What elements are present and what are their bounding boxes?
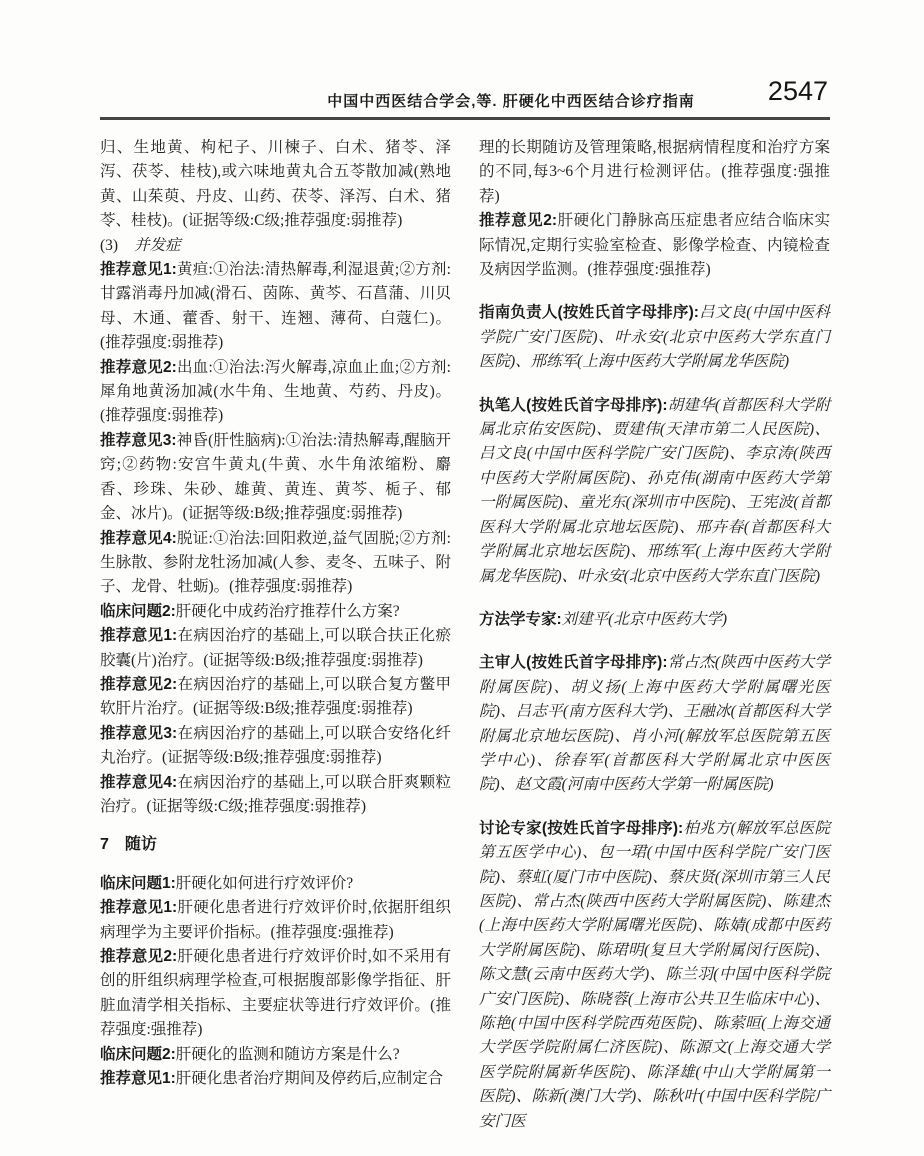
paragraph-lead-label: 指南负责人(按姓氏首字母排序): xyxy=(479,304,699,322)
paragraph-text: 归、生地黄、枸杞子、川楝子、白术、猪苓、泽泻、茯苓、桂枝),或六味地黄丸合五苓散加减(熟地黄、山茱萸、丹皮、山药、茯苓、泽泻、白术、猪苓、桂枝)。(证据等级:C级;推荐强度:弱推荐) xyxy=(100,139,451,230)
paragraph-text: 肝硬化门静脉高压症患者应结合临床实际情况,定期行实验室检查、影像学检查、内镜检查及病因学监测。(推荐强度:强推荐) xyxy=(479,212,830,279)
paragraph-text: 黄疸:①治法:清热解毒,利湿退黄;②方剂:甘露消毒丹加减(滑石、茵陈、黄芩、石菖蒲、川贝母、木通、藿香、射干、连翘、薄荷、白蔻仁)。(推荐强度:弱推荐) xyxy=(100,261,451,352)
sub-item-number: (3) xyxy=(100,236,119,254)
paragraph-text: 刘建平(北京中医药大学) xyxy=(561,610,727,628)
two-column-body xyxy=(100,136,830,1134)
paragraph-text: 肝硬化的监测和随访方案是什么? xyxy=(175,1045,400,1063)
paragraph xyxy=(479,817,830,1134)
paragraph-lead-label: 推荐意见4: xyxy=(100,529,177,547)
paragraph-lead-label: 推荐意见1: xyxy=(100,1070,176,1088)
paragraph xyxy=(479,301,830,374)
paragraph xyxy=(100,429,451,527)
right-column xyxy=(479,136,830,1134)
paragraph xyxy=(100,136,451,234)
paragraph-text: 柏兆方(解放军总医院第五医学中心)、包一珺(中国中医科学院广安门医院)、蔡虹(厦门市中医院)、蔡庆贤(深圳市第三人民医院)、常占杰(陕西中医药大学附属医院)、陈建杰(上海中医药大学附属曙光医院)、陈婧(成都中医药大学附属医院)、陈珺明(复旦大学附属闵行医院)、陈文慧(云南中医药大学)、陈兰羽(中国中医科学院广安门医院)、陈晓蓉(上海市公共卫生临床中心)、陈艳(中国中医科学院西苑医院)、陈萦晅(上海交通大学医学院附属仁济医院)、陈源文(上海交通大学医学院附属新华医院)、陈泽雄(中山大学附属第一医院)、陈新(澳门大学)、陈秋叶(中国中医科学院广安门医 xyxy=(479,819,830,1130)
sub-item-title: 并发症 xyxy=(134,236,181,254)
section-heading xyxy=(100,833,451,857)
paragraph-lead-label: 推荐意见2: xyxy=(479,212,558,230)
paragraph-text: 肝硬化如何进行疗效评价? xyxy=(175,874,354,892)
paragraph-lead-label: 推荐意见2: xyxy=(100,358,177,376)
paragraph xyxy=(479,394,830,589)
paragraph-lead-label: 推荐意见4: xyxy=(100,773,178,791)
paragraph xyxy=(100,896,451,945)
paragraph-text: 在病因治疗的基础上,可以联合复方鳖甲软肝片治疗。(证据等级:B级;推荐强度:弱推荐) xyxy=(100,675,451,718)
paragraph-lead-label: 执笔人(按姓氏首字母排序): xyxy=(479,396,668,414)
paragraph-text: 在病因治疗的基础上,可以联合安络化纤丸治疗。(证据等级:B级;推荐强度:弱推荐) xyxy=(100,724,451,767)
paragraph xyxy=(479,651,830,797)
paragraph-lead-label: 主审人(按姓氏首字母排序): xyxy=(479,654,668,672)
paragraph xyxy=(100,722,451,771)
paragraph-text: 常占杰(陕西中医药大学附属医院)、胡义扬(上海中医药大学附属曙光医院)、吕志平(南方医科大学)、王融冰(首都医科大学附属北京地坛医院)、肖小河(解放军总医院第五医学中心)、徐春军(首都医科大学附属北京中医医院)、赵文霞(河南中医药大学第一附属医院) xyxy=(479,654,830,794)
paragraph xyxy=(100,1067,451,1091)
paragraph-text: 肝硬化患者进行疗效评价时,依据肝组织病理学为主要评价指标。(推荐强度:强推荐) xyxy=(100,899,451,941)
section-title: 随访 xyxy=(124,836,157,854)
paragraph-lead-label: 临床问题1: xyxy=(100,874,176,892)
paragraph-text: 肝硬化患者治疗期间及停药后,应制定合 xyxy=(175,1070,444,1088)
paragraph-text: 胡建华(首都医科大学附属北京佑安医院)、贾建伟(天津市第二人民医院)、吕文良(中国中医科学院广安门医院)、李京涛(陕西中医药大学附属医院)、孙克伟(湖南中医药大学第一附属医院)、童光东(深圳市中医院)、王宪波(首都医科大学附属北京地坛医院)、邢卉春(首都医科大学附属北京地坛医院)、邢练军(上海中医药大学附属龙华医院)、叶永安(北京中医药大学东直门医院) xyxy=(479,396,830,585)
paragraph xyxy=(100,1043,451,1067)
paragraph xyxy=(479,209,830,282)
paragraph xyxy=(100,356,451,429)
paragraph xyxy=(100,945,451,1043)
paragraph-lead-label: 推荐意见3: xyxy=(100,431,177,449)
paragraph-text: 脱证:①治法:回阳救逆,益气固脱;②方剂:生脉散、参附龙牡汤加减(人参、麦冬、五味子、附子、龙骨、牡蛎)。(推荐强度:弱推荐) xyxy=(100,529,451,596)
paragraph-lead-label: 讨论专家(按姓氏首字母排序): xyxy=(479,819,684,837)
paragraph xyxy=(100,258,451,356)
paragraph-text: 在病因治疗的基础上,可以联合扶正化瘀胶囊(片)治疗。(证据等级:B级;推荐强度:弱推荐) xyxy=(100,627,451,669)
paragraph-text: 肝硬化患者进行疗效评价时,如不采用有创的肝组织病理学检查,可根据腹部影像学指征、肝脏血清学相关指标、主要症状等进行疗效评价。(推荐强度:强推荐) xyxy=(100,948,451,1039)
running-head: 中国中西医结合学会,等. 肝硬化中西医结合诊疗指南 xyxy=(327,93,695,110)
paragraph-text: 神昏(肝性脑病):①治法:清热解毒,醒脑开窍;②药物:安宫牛黄丸(牛黄、水牛角浓缩粉、麝香、珍珠、朱砂、雄黄、黄连、黄芩、栀子、郁金、冰片)。(证据等级:B级;推荐强度:弱推荐) xyxy=(100,431,451,523)
paragraph-lead-label: 方法学专家: xyxy=(479,610,562,628)
paragraph-lead-label: 推荐意见1: xyxy=(100,627,178,645)
paragraph-text: 出血:①治法:泻火解毒,凉血止血;②方剂:犀角地黄汤加减(水牛角、生地黄、芍药、丹皮)。(推荐强度:弱推荐) xyxy=(100,358,451,425)
paragraph-text: 理的长期随访及管理策略,根据病情程度和治疗方案的不同,每3~6个月进行检测评估。(推荐强度:强推荐) xyxy=(479,139,830,205)
paragraph-lead-label: 临床问题2: xyxy=(100,602,176,620)
paragraph xyxy=(479,136,830,209)
paragraph-lead-label: 推荐意见2: xyxy=(100,948,178,965)
paragraph-text: 在病因治疗的基础上,可以联合肝爽颗粒治疗。(证据等级:C级;推荐强度:弱推荐) xyxy=(100,773,451,815)
paragraph xyxy=(100,624,451,673)
page-number: 2547 xyxy=(767,76,828,106)
paragraph xyxy=(100,872,451,896)
paragraph xyxy=(100,673,451,722)
paragraph xyxy=(479,608,830,632)
paragraph-lead-label: 推荐意见3: xyxy=(100,724,178,742)
paragraph-lead-label: 推荐意见2: xyxy=(100,675,178,693)
section-number: 7 xyxy=(100,836,109,854)
paragraph xyxy=(100,600,451,624)
sub-item-heading xyxy=(100,234,451,258)
paragraph-lead-label: 推荐意见1: xyxy=(100,899,178,917)
paragraph-text: 肝硬化中成药治疗推荐什么方案? xyxy=(175,602,400,620)
paragraph-lead-label: 临床问题2: xyxy=(100,1045,176,1063)
page-header xyxy=(100,76,830,120)
paragraph-lead-label: 推荐意见1: xyxy=(100,261,177,279)
paragraph-text: 吕文良(中国中医科学院广安门医院)、叶永安(北京中医药大学东直门医院)、邢练军(上海中医药大学附属龙华医院) xyxy=(479,304,830,371)
left-column xyxy=(100,136,451,1134)
paragraph xyxy=(100,527,451,600)
paragraph xyxy=(100,771,451,820)
